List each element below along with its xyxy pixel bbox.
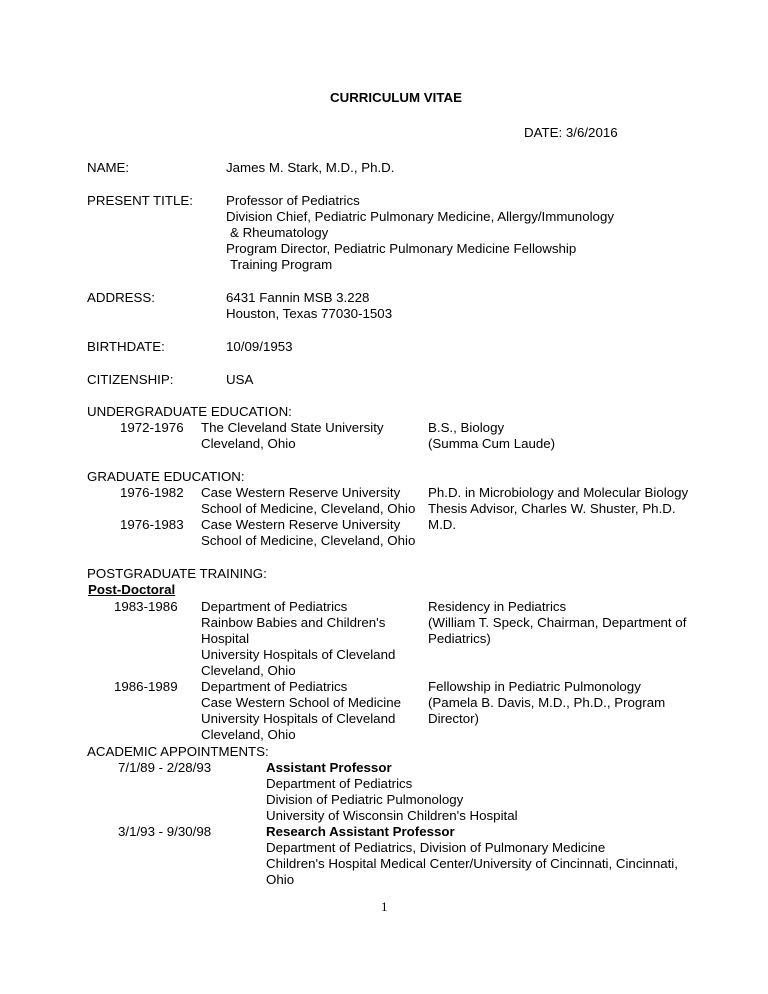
present-title-value bbox=[226, 193, 614, 273]
academic-heading: ACADEMIC APPOINTMENTS: bbox=[87, 744, 269, 759]
cv-date: DATE: 3/6/2016 bbox=[524, 125, 618, 140]
place-line: Cleveland, Ohio bbox=[201, 663, 296, 678]
birthdate-value: 10/09/1953 bbox=[226, 339, 293, 354]
citizenship-value: USA bbox=[226, 372, 254, 387]
grad-years: 1976-1983 bbox=[120, 517, 184, 532]
place-line: Cleveland, Ohio bbox=[201, 727, 296, 742]
address-label: ADDRESS: bbox=[87, 290, 155, 305]
grad-degree bbox=[428, 485, 688, 517]
school-line: Case Western Reserve University bbox=[201, 517, 401, 532]
address-line: 6431 Fannin MSB 3.228 bbox=[226, 290, 370, 305]
place-line: Department of Pediatrics bbox=[201, 679, 348, 694]
name-value: James M. Stark, M.D., Ph.D. bbox=[226, 160, 395, 175]
postgrad-place bbox=[201, 599, 395, 679]
address-line: Houston, Texas 77030-1503 bbox=[226, 306, 393, 321]
place-line: Hospital bbox=[201, 631, 250, 646]
school-line: School of Medicine, Cleveland, Ohio bbox=[201, 501, 416, 516]
appointment-dates: 3/1/93 - 9/30/98 bbox=[118, 824, 212, 839]
appointment-line: Department of Pediatrics, Division of Pulmonary Medicine bbox=[266, 840, 606, 855]
postgrad-subheading: Post-Doctoral bbox=[88, 582, 176, 597]
desc-line: (Pamela B. Davis, M.D., Ph.D., Program bbox=[428, 695, 666, 710]
degree-line: Thesis Advisor, Charles W. Shuster, Ph.D. bbox=[428, 501, 676, 516]
appointment-line: Children's Hospital Medical Center/University of Cincinnati, Cincinnati, bbox=[266, 856, 678, 871]
address-value bbox=[226, 290, 392, 322]
desc-line: Director) bbox=[428, 711, 479, 726]
appointment-block bbox=[266, 760, 518, 824]
undergrad-school bbox=[201, 420, 384, 452]
degree-line: (Summa Cum Laude) bbox=[428, 436, 556, 451]
postgrad-heading: POSTGRADUATE TRAINING: bbox=[87, 566, 267, 581]
place-line: Rainbow Babies and Children's bbox=[201, 615, 386, 630]
undergrad-years: 1972-1976 bbox=[120, 420, 184, 435]
appointment-line: Department of Pediatrics bbox=[266, 776, 413, 791]
grad-years: 1976-1982 bbox=[120, 485, 184, 500]
degree-line: B.S., Biology bbox=[428, 420, 505, 435]
title-line: Professor of Pediatrics bbox=[226, 193, 360, 208]
citizenship-label: CITIZENSHIP: bbox=[87, 372, 174, 387]
title-line: Program Director, Pediatric Pulmonary Medicine Fellowship bbox=[226, 241, 577, 256]
place-line: University Hospitals of Cleveland bbox=[201, 647, 396, 662]
name-label: NAME: bbox=[87, 160, 130, 175]
desc-line: Fellowship in Pediatric Pulmonology bbox=[428, 679, 641, 694]
birthdate-label: BIRTHDATE: bbox=[87, 339, 165, 354]
postgrad-years: 1986-1989 bbox=[114, 679, 178, 694]
page-number: 1 bbox=[381, 899, 388, 914]
grad-degree: M.D. bbox=[428, 517, 457, 532]
title-line: & Rheumatology bbox=[230, 225, 329, 240]
place-line: University Hospitals of Cleveland bbox=[201, 711, 396, 726]
desc-line: (William T. Speck, Chairman, Department of bbox=[428, 615, 687, 630]
desc-line: Residency in Pediatrics bbox=[428, 599, 567, 614]
appointment-title: Assistant Professor bbox=[266, 760, 392, 775]
appointment-line: Ohio bbox=[266, 872, 295, 887]
title-line: Division Chief, Pediatric Pulmonary Medicine, Allergy/Immunology bbox=[226, 209, 614, 224]
appointment-dates: 7/1/89 - 2/28/93 bbox=[118, 760, 212, 775]
appointment-line: University of Wisconsin Children's Hospital bbox=[266, 808, 518, 823]
school-line: Cleveland, Ohio bbox=[201, 436, 296, 451]
place-line: Department of Pediatrics bbox=[201, 599, 348, 614]
postgrad-desc bbox=[428, 679, 665, 727]
undergrad-heading: UNDERGRADUATE EDUCATION: bbox=[87, 404, 292, 419]
grad-school bbox=[201, 485, 415, 517]
desc-line: Pediatrics) bbox=[428, 631, 491, 646]
place-line: Case Western School of Medicine bbox=[201, 695, 402, 710]
title-line: Training Program bbox=[230, 257, 333, 272]
appointment-title: Research Assistant Professor bbox=[266, 824, 455, 839]
undergrad-degree bbox=[428, 420, 555, 452]
degree-line: Ph.D. in Microbiology and Molecular Biology bbox=[428, 485, 689, 500]
postgrad-place bbox=[201, 679, 401, 743]
postgrad-desc bbox=[428, 599, 686, 647]
grad-heading: GRADUATE EDUCATION: bbox=[87, 469, 245, 484]
school-line: School of Medicine, Cleveland, Ohio bbox=[201, 533, 416, 548]
school-line: Case Western Reserve University bbox=[201, 485, 401, 500]
school-line: The Cleveland State University bbox=[201, 420, 384, 435]
present-title-label: PRESENT TITLE: bbox=[87, 193, 193, 208]
cv-title: CURRICULUM VITAE bbox=[330, 90, 462, 105]
appointment-block bbox=[266, 824, 678, 888]
postgrad-years: 1983-1986 bbox=[114, 599, 178, 614]
appointment-line: Division of Pediatric Pulmonology bbox=[266, 792, 464, 807]
grad-school bbox=[201, 517, 415, 549]
